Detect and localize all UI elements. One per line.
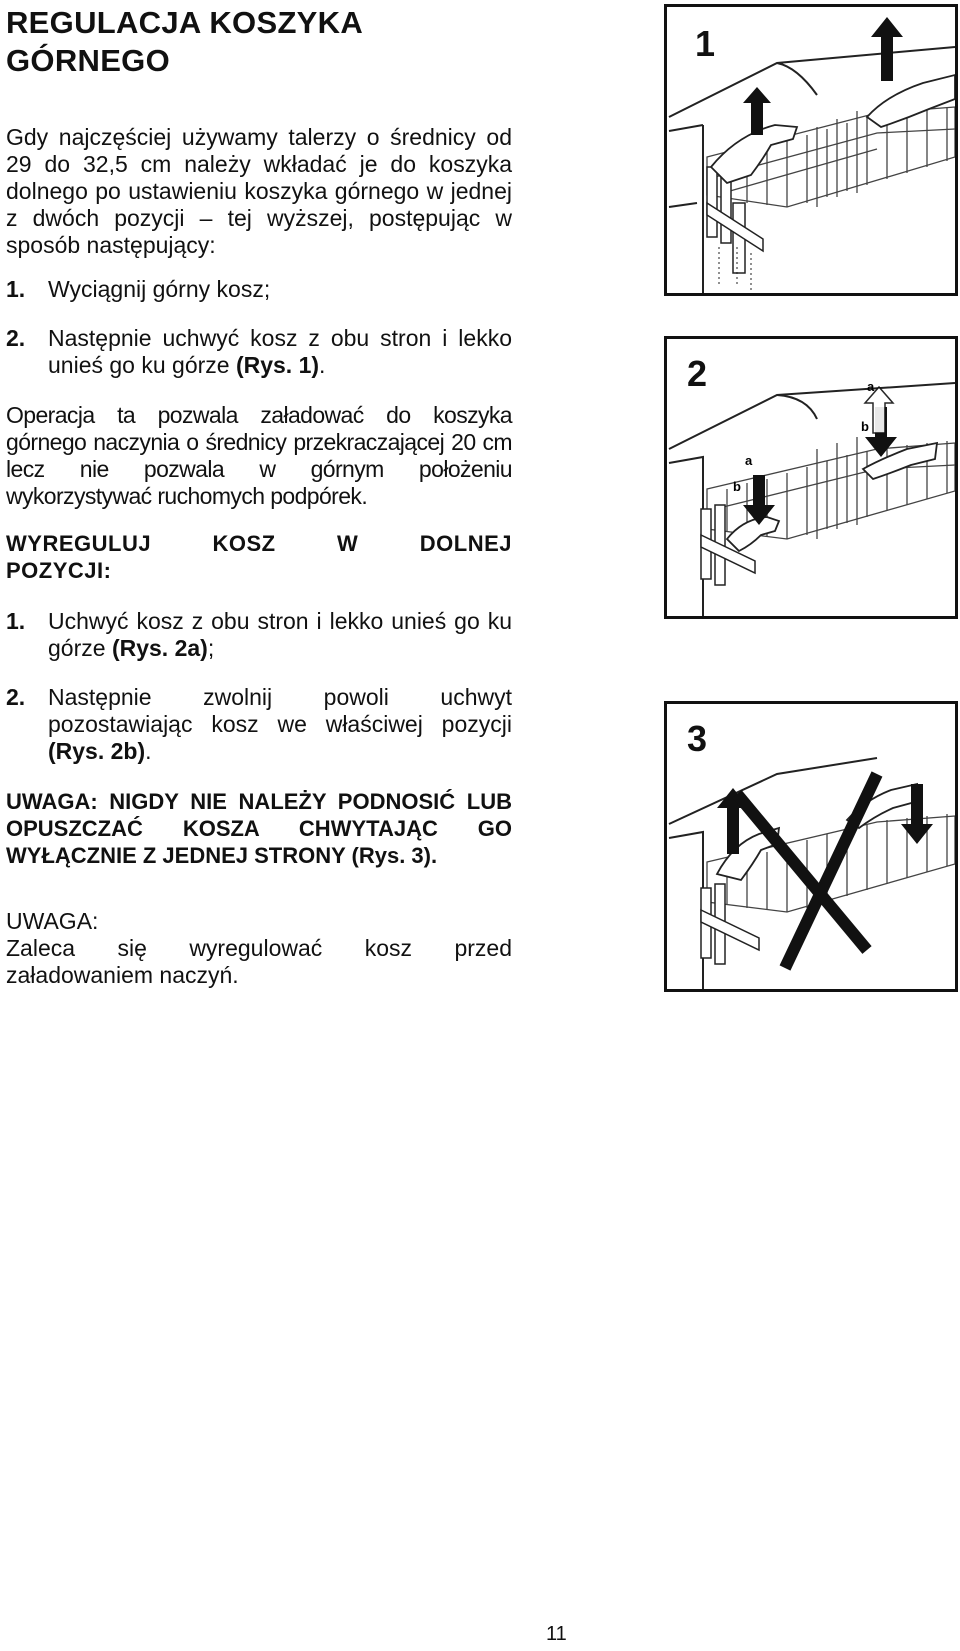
figure-3-illustration [667, 704, 955, 989]
figure-reference: (Rys. 2b) [48, 738, 146, 764]
title-line-2: GÓRNEGO [6, 43, 171, 78]
figure-reference: (Rys. 2a) [111, 635, 208, 661]
figure-3 [664, 701, 958, 992]
figure-2-label-a2: a [867, 379, 875, 394]
figure-reference: (Rys. 1) [235, 352, 320, 378]
figure-1-illustration [667, 7, 955, 293]
step-number: 2. [6, 684, 26, 710]
figure-1 [664, 4, 958, 296]
step-text: Wyciągnij górny kosz; [48, 276, 271, 302]
operation-paragraph: Operacja ta pozwala załadować do koszyka górnego naczynia o średnicy przekraczającej 20 cm lecz nie pozwala w górnym położeniu wykorzystywać ruchomych podpórek. [6, 402, 512, 509]
step-text [6, 325, 512, 379]
figure-2-illustration [667, 339, 955, 616]
step-text [6, 608, 512, 662]
step-number: 1. [6, 276, 26, 302]
intro-paragraph: Gdy najczęściej używamy talerzy o średnicy od 29 do 32,5 cm należy wkładać je do koszyka dolnego po ustawieniu koszyka górnego w jednej z dwóch pozycji – tej wyższej, postępując w sposób następujący: [6, 124, 512, 258]
step-body: Uchwyć kosz z obu stron i lekko unieś go ku górze [48, 608, 512, 661]
page-title [6, 4, 363, 80]
lower-position-heading: WYREGULUJ KOSZ W DOLNEJ POZYCJI: [6, 531, 512, 583]
note-label: UWAGA: [6, 908, 99, 934]
step-number: 2. [6, 325, 26, 351]
figure-3-number: 3 [687, 718, 708, 759]
figure-2-label-a1: a [745, 453, 753, 468]
step-up-2 [6, 325, 512, 379]
title-line-1: REGULACJA KOSZYKA [6, 5, 364, 40]
step-tail: . [145, 738, 152, 764]
step-tail: . [319, 352, 326, 378]
figure-2-label-b2: b [861, 419, 869, 434]
step-body: Następnie zwolnij powoli uchwyt pozostawiając kosz we właściwej pozycji [48, 684, 512, 737]
figure-2 [664, 336, 958, 619]
figure-2-label-b1: b [733, 479, 741, 494]
step-tail: ; [207, 635, 215, 661]
warning-paragraph: UWAGA: NIGDY NIE NALEŻY PODNOSIĆ LUB OPUSZCZAĆ KOSZA CHWYTAJĄC GO WYŁĄCZNIE Z JEDNEJ STRONY (Rys. 3). [6, 789, 512, 868]
page-number: 11 [546, 1623, 567, 1645]
step-up-1 [6, 276, 512, 303]
step-number: 1. [6, 608, 26, 634]
figure-2-number: 2 [687, 353, 708, 394]
note-text: Zaleca się wyregulować kosz przed załadowaniem naczyń. [6, 935, 512, 988]
step-body: Następnie uchwyć kosz z obu stron i lekko unieś go ku górze [48, 325, 512, 378]
step-down-1 [6, 608, 512, 662]
step-down-2 [6, 684, 512, 765]
figure-1-number: 1 [695, 23, 716, 64]
step-text [6, 684, 512, 765]
